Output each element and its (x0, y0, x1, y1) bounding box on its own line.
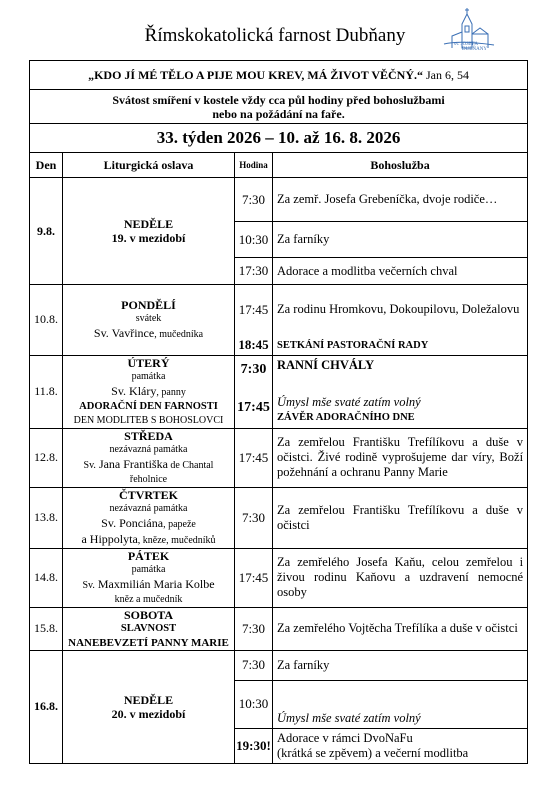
day-date: 16.8. (30, 650, 63, 763)
parish-event: DEN MODLITEB S BOHOSLOVCI (73, 414, 224, 426)
event-label: SETKÁNÍ PASTORAČNÍ RADY (277, 339, 429, 351)
liturgy-cell (63, 355, 235, 428)
service-time: 7:30 (240, 361, 267, 377)
day-date: 9.8. (30, 178, 63, 285)
day-date: 14.8. (30, 548, 63, 607)
table-row (30, 355, 528, 428)
table-row (30, 487, 528, 548)
saint-title: řeholnice (129, 473, 168, 485)
table-row (30, 607, 528, 650)
service-time: 17:30 (235, 258, 273, 285)
saint-name: Sv. Kláry (111, 383, 157, 398)
service-intention (273, 335, 528, 356)
saint-title: de Chantal (167, 459, 214, 471)
service-intention: Za rodinu Hromkovu, Dokoupilovu, Doležalovu (273, 285, 528, 335)
service-intention: Za zemř. Josefa Grebeníčka, dvoje rodiče… (273, 178, 528, 222)
service-time: 10:30 (235, 680, 273, 728)
column-headers (30, 153, 528, 178)
service-label: (krátká se zpěvem) a večerní modlitba (277, 745, 469, 760)
service-intention: Za zemřelého Josefa Kaňu, celou zemřelou i živou rodinu Kaňovu a uzdravení nemocné osoby (273, 548, 528, 607)
saint-title: kněz a mučedník (114, 593, 183, 605)
day-date: 11.8. (30, 355, 63, 428)
saint-prefix: Sv. (83, 459, 96, 471)
service-label: Úmysl mše svaté zatím volný (277, 710, 421, 725)
saint-title: , kněze, mučedníků (137, 534, 216, 546)
col-header-liturgy: Liturgická oslava (63, 153, 235, 178)
church-icon (440, 4, 498, 50)
service-intention (273, 728, 528, 763)
liturgy-rank: nezávazná památka (109, 502, 188, 514)
saint-title: , papeže (163, 518, 196, 530)
service-intention: Za farníky (273, 650, 528, 680)
liturgy-rank: památka (131, 370, 166, 382)
service-time: 18:45 (235, 335, 273, 356)
service-time: 7:30 (235, 178, 273, 222)
table-row (30, 178, 528, 222)
service-intention (273, 680, 528, 728)
liturgy-cell (63, 487, 235, 548)
liturgy-cell (63, 650, 235, 763)
service-intention: Za zemřelou Františku Trefílíkovu a duše v očistci. Živé rodině vyprošujeme dar víry, Boží požehnání a ochranu Panny Marie (273, 428, 528, 487)
week-heading: 33. týden 2026 – 10. až 16. 8. 2026 (30, 124, 528, 153)
service-time: 19:30! (235, 728, 273, 763)
quote-reference: Jan 6, 54 (425, 67, 469, 82)
table-row (30, 285, 528, 335)
service-time: 7:30 (235, 650, 273, 680)
saint-title: , mučedníka (154, 328, 204, 340)
service-time: 7:30 (235, 607, 273, 650)
service-intention (273, 355, 528, 428)
liturgy-rank: SLAVNOST (120, 622, 177, 634)
day-date: 10.8. (30, 285, 63, 356)
service-time: 17:45 (235, 285, 273, 335)
liturgy-day-name: NEDĚLE (123, 692, 174, 707)
confession-notice (30, 90, 528, 124)
saint-name: a Hippolyta (81, 531, 138, 546)
col-header-hour: Hodina (235, 153, 273, 178)
day-date: 13.8. (30, 487, 63, 548)
liturgy-day-name: PONDĚLÍ (121, 297, 176, 312)
saint-title: , panny (156, 386, 186, 398)
liturgy-rank: památka (131, 563, 166, 575)
quote-text: „KDO JÍ MÉ TĚLO A PIJE MOU KREV, MÁ ŽIVOT VĚČNÝ.“ (88, 67, 423, 82)
service-label: RANNÍ CHVÁLY (277, 358, 375, 372)
liturgy-rank: nezávazná památka (109, 443, 188, 455)
service-time: 17:45 (235, 428, 273, 487)
saint-prefix: Sv. (82, 579, 95, 591)
parish-event: ADORAČNÍ DEN FARNOSTI (79, 400, 218, 412)
service-label: ZÁVĚR ADORAČNÍHO DNE (277, 412, 415, 423)
saint-name: Maxmilián Maria Kolbe (97, 576, 215, 591)
liturgy-day-name: SOBOTA (123, 607, 174, 622)
service-intention: Adorace a modlitba večerních chval (273, 258, 528, 285)
notice-line: nebo na požádání na faře. (212, 106, 345, 121)
saint-name: Sv. Vavřince (93, 325, 155, 340)
saint-name: Jana Františka (98, 456, 168, 471)
liturgy-cell (63, 428, 235, 487)
service-intention: Za farníky (273, 222, 528, 258)
gospel-quote (30, 61, 528, 90)
saint-name: Sv. Ponciána (101, 515, 164, 530)
liturgy-day-name: ČTVRTEK (119, 487, 178, 502)
service-label: Úmysl mše svaté zatím volný (277, 395, 421, 409)
service-time: 10:30 (235, 222, 273, 258)
page-title: Římskokatolická farnost Dubňany (144, 25, 406, 46)
day-date: 15.8. (30, 607, 63, 650)
liturgy-cell (63, 607, 235, 650)
liturgy-day-name: PÁTEK (127, 548, 170, 563)
col-header-service: Bohoslužba (273, 153, 528, 178)
service-label: Adorace v rámci DvoNaFu (277, 730, 413, 745)
liturgy-day-name: NEDĚLE (123, 217, 174, 231)
liturgy-rank: svátek (135, 312, 162, 324)
feast-name: NANEBEVZETÍ PANNY MARIE (68, 636, 229, 649)
svg-text:sv. JOSEFA: sv. JOSEFA (454, 42, 479, 47)
schedule-table (29, 60, 528, 764)
liturgy-subtitle: 20. v mezidobí (111, 706, 186, 721)
liturgy-day-name: STŘEDA (124, 428, 173, 443)
liturgy-cell (63, 548, 235, 607)
service-intention: Za zemřelého Vojtěcha Trefílíka a duše v očistci (273, 607, 528, 650)
table-row (30, 548, 528, 607)
service-time: 17:45 (235, 548, 273, 607)
church-logo (440, 4, 498, 50)
service-time-cell (235, 355, 273, 428)
notice-line: Svátost smíření v kostele vždy cca půl hodiny před bohoslužbami (112, 92, 445, 107)
service-time: 7:30 (235, 487, 273, 548)
liturgy-cell (63, 285, 235, 356)
liturgy-subtitle: 19. v mezidobí (111, 231, 186, 245)
liturgy-cell (63, 178, 235, 285)
table-row (30, 428, 528, 487)
service-time: 17:45 (237, 399, 270, 415)
table-row (30, 650, 528, 680)
day-date: 12.8. (30, 428, 63, 487)
col-header-day: Den (30, 153, 63, 178)
svg-text:DUBŇANY: DUBŇANY (462, 47, 487, 50)
liturgy-day-name: ÚTERÝ (127, 355, 170, 370)
service-intention: Za zemřelou Františku Trefílíkovu a duše v očistci (273, 487, 528, 548)
